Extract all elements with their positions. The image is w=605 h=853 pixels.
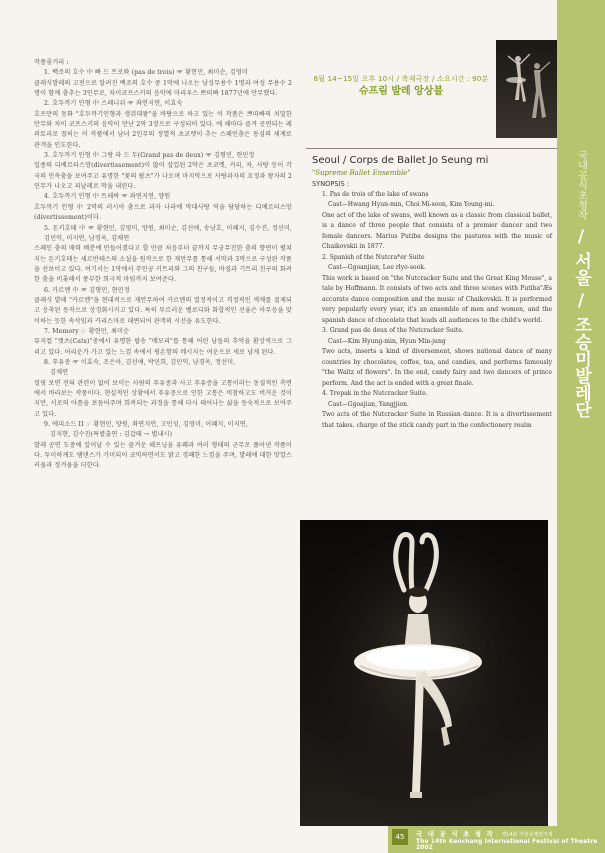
korean-item-5-desc: 스페인 춤의 매력 배분에 만들어졌다고 할 만큼 처음부터 끝까지 무궁무진한 춤의 향연이 펼쳐지는 돈키호테는 세르반테스의 소설을 원작으로 한 재만무를 통해 서막과 3막으로 구성된 작품을 선보이고 있다. 여기서는 1막에서 주인공 키트리와 그의 친구들, 바질과 기트리 친구의 화려한 춤을 비롯해서 풍부한 희극적 마임까지 보여준다.: [34, 245, 292, 284]
korean-synopsis-column: [34, 58, 292, 472]
english-item-2-cast: Cast—Ggoanjian, Lee rlyo-sook.: [328, 264, 426, 271]
sidebar-vertical-title: [557, 150, 605, 422]
korean-item-7-title: 7. Memory ☞ 황현민, 최미순: [44, 327, 130, 335]
event-header: [312, 74, 490, 99]
korean-synopsis-heading: 작품줄거리 :: [34, 59, 69, 66]
program-title: "Supreme Ballet Ensemble": [312, 169, 411, 177]
dancers-silhouette-icon: [496, 40, 558, 138]
synopsis-label: SYNOPSIS :: [312, 180, 349, 188]
english-item-4-cast: Cast—Ggoajian, Yangjjion.: [328, 400, 409, 408]
korean-item-8-desc: 얼핏 보면 전혀 관련이 없어 보이는 사람의 푸유중과 사고 푸유증을 고통이라는 동질적인 측면에서 바라보는 작품이다. 현실적인 상황에서 푸유중으로 인한 고통은 비참하고도 버거운 것이지만, 서로의 아픔을 보듬어주며 희복되는 과정을 통해 다시 태어나는 삶을 동숙적으로 보여주고 있다.: [34, 379, 292, 418]
english-item-1-title: 1. Pas de trois of the lake of swans: [322, 190, 429, 198]
footer-english: The 14th Keochang International Festival of Theatre 2002: [416, 839, 598, 851]
header-divider: [306, 148, 558, 149]
korean-item-7-desc: 뮤지컬 "캣츠(Cats)"중에서 유명한 팝송 "메모리"를 통해 어린 남들의 추억을 환상적으로 그리고 있다. 어리운가 가고 있는 느낌 속에서 평온함의 메시지는 여운으로 새로 남게 된다.: [34, 338, 292, 356]
event-title: 슈프림 발레 앙상블: [358, 86, 444, 97]
korean-item-5-title: 5. 돈키호테 中 ☞ 황현민, 김영미, 양원, 최미순, 김선애, 송남호, 이혜지, 김수진, 정선미, 김민익, 이지연, 남경옥, 김채연: [44, 224, 292, 242]
korean-item-3-desc: 일종의 디베르티스망(divertissement)이 많이 삽입된 2막은 초코렛, 커피, 차, 사탕 등이 각국의 민속춤을 보여주고 유명한 "꽃의 왈츠"가 나오며 마지막으로 사탕과자의 요정과 왕자의 2인무가 나오고 피날레로 막을 내린다.: [34, 162, 292, 191]
footer-korean: [416, 829, 553, 838]
korean-item-2-title: 2. 호두까기 인형 中 스페니쉬 ☞ 좌연지연, 이효숙: [44, 100, 183, 108]
korean-item-6-title: 6. 카르멘 中 ☞ 김형민, 현민정: [44, 286, 130, 294]
korean-item-8-title: 8. 푸유중 ☞ 이효숙, 조은아, 김선애, 박민희, 김민익, 남경옥, 정선미,: [44, 358, 236, 366]
korean-item-1-title: 1. 백조의 호수 中 빠 드 트로와 (pas de trois) ☞ 황현민, 최미순, 김영미: [44, 69, 248, 77]
korean-item-1-desc: 클래식발레의 고전으로 알려진 백조의 호수 중 1막에 나오는 남성무용수 1명과 여성 무용수 2명이 함께 춤추는 3인무로, 차이코프스키의 음악에 마리우스 쁘띠빠 1877년에 안무했다.: [34, 79, 292, 98]
korean-item-9-title-cont: 김지현, 김수진(특별출연 : 김갑태 → 별내시): [50, 431, 173, 439]
top-dancers-photo: [496, 40, 558, 138]
sidebar-category: 국내공식초청작: [575, 150, 587, 220]
sidebar-slash-1: /: [577, 227, 585, 247]
korean-item-9-title: 9. 에피소드 II ☞ 황현민, 양원, 좌연지연, 고민성, 김영미, 이혜지, 이지연,: [44, 421, 248, 429]
sidebar-city: 서울: [571, 252, 591, 286]
english-item-1-cast: Cast—Hwang Hyun-min, Choi Mi-soon, Kim Young-mi.: [328, 201, 495, 208]
company-name: Seoul / Corps de Ballet Jo Seung mi: [312, 155, 489, 166]
english-item-1-desc: One act of the lake of swans, well known as a classic from classical ballet, is a dance of three people that consists of a premier dancer and two female dancers. Marius Putiba designs the pastures with the music of Chaikovskii in 1877.: [322, 211, 552, 250]
footer-korean-festival: 제14회 거창국제연극제: [501, 832, 553, 838]
english-item-4-title: 4. Trepak in the Nutcracker Suite.: [322, 390, 428, 397]
page-number: 45: [392, 829, 408, 845]
english-item-3-desc: Two acts, inserts a kind of diversement, shows national dance of many countries by chocolates, coffee, tea, and candies, and performs famously "the Waltz of flowers". In the end, candy fairy and two dancers of prince perform. And the act is ended with a great finale.: [322, 348, 552, 387]
english-item-2-title: 2. Spanish of the Nutcra*er Suite: [322, 253, 425, 261]
sidebar-slash-2: /: [577, 291, 585, 311]
korean-item-8-title-cont: 김채연: [50, 369, 69, 377]
english-synopsis-column: [312, 154, 552, 431]
korean-item-2-desc: 호프만의 동화 "호두까기인형과 생쥐대왕"을 바탕으로 하고 있는 이 작품은 쁘띠빠의 치밀한 안무와 차이 코프스키의 음악이 만난 2막 3장으로 구성되어 있다. 에 해마다 즐겨 공연되는 레퍼토리로 꼽히는 이 작품에서 남녀 2인무의 정열적 초코렛이 추는 스페인춤은 동심의 세계로 관객을 인도한다.: [34, 110, 292, 149]
english-item-2-desc: This work is based on "the Nutcracker Suite and the Great King Mouse", a tale by Hoffmann. It consists of two acts and three scenes with Putiba"Æs accurate dance composition and the music of Chaikovskii. It is performed very popularly every year, it's an ensemble of men and women, and the spanish dance of chocolate that leads all audiences to the child's world.: [322, 274, 552, 324]
korean-item-4-title: 4. 호두까기 인형 中 트레팍 ☞ 좌연지연, 양원: [44, 193, 171, 201]
ballerina-figure-icon: [300, 520, 548, 826]
english-item-4-desc: Two acts of the Nutcracker Suite in Russian dance. It is a divertissement that takes. charge of the stick candy part in the confectionery realm: [322, 411, 552, 429]
korean-item-9-desc: 발레 공연 도중에 일어날 수 있는 즐겨운 해프닝을 유쾌과 여러 형태의 군무로 풀어낸 작품이다. 투이하게도 탬댄스가 가미되어 코믹하면서도 밝고 경쾌한 느낌을 주며, 발레에 대한 맛깔스러움과 정겨움을 더한다.: [34, 441, 292, 470]
sidebar-company: 조승미발레단: [571, 316, 591, 418]
korean-item-6-desc: 클래식 발레 "카르멘"을 현대적으로 재안무하여 카르멘의 열정적이고 격정적인 색채를 절제되고 응축된 동작으로 상징화시키고 있다. 특히 투르러운 벨로디와 화합적인 선율은 아무응을 맞이하는 듯한 속삭임과 카리스마로 대변되어 관객의 시선을 유도한다.: [34, 296, 292, 325]
english-item-3-title: 3. Grand pas de deux of the Nutcracker Suite.: [322, 327, 464, 334]
korean-item-3-title: 3. 호두까기 인형 中 그랑 파 드 두(Grand pas de deux) ☞ 김형민, 현민정: [44, 152, 255, 160]
korean-item-4-desc: 호두까기 인형 中 2막의 러시아 춤으로 과자 나라에 막대사탕 역을 담당하는 디베르티스망(divertissement)이다.: [34, 203, 292, 222]
footer-korean-category: 국 내 공 식 초 청 작: [416, 830, 495, 838]
event-date-venue: 8월 14~15일 오후 10시 / 축제극장 / 소요시간 : 90분: [313, 75, 489, 83]
english-item-3-cast: Cast—Kim Hyung-min, Hyun Min-jung: [328, 337, 446, 345]
ballerina-photo: [300, 520, 548, 826]
sidebar-band: [557, 0, 605, 853]
